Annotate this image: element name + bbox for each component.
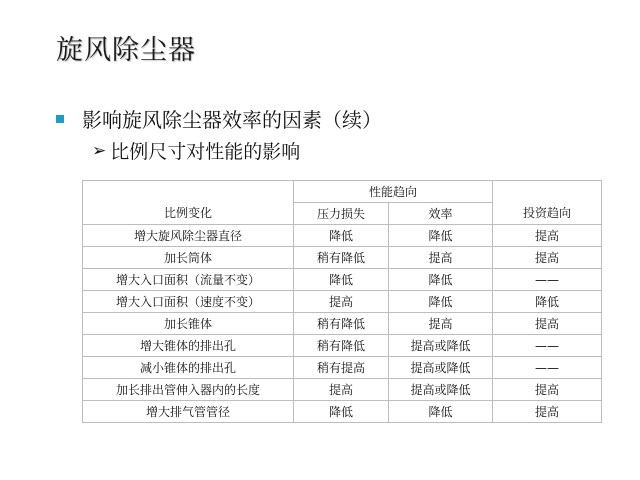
square-bullet-icon <box>56 115 64 123</box>
cell-pressure-loss: 降低 <box>294 225 389 247</box>
table-header <box>83 181 602 225</box>
table-row <box>83 247 602 269</box>
header-investment-trend: 投资趋向 <box>493 181 602 225</box>
cell-pressure-loss: 降低 <box>294 401 389 423</box>
table-row <box>83 291 602 313</box>
cell-investment-trend: —— <box>493 269 602 291</box>
cell-pressure-loss: 提高 <box>294 291 389 313</box>
cell-ratio-change: 增大排气管管径 <box>83 401 294 423</box>
table-row <box>83 379 602 401</box>
table-row <box>83 335 602 357</box>
table-row <box>83 225 602 247</box>
cell-ratio-change: 增大入口面积（速度不变） <box>83 291 294 313</box>
cell-pressure-loss: 稍有降低 <box>294 335 389 357</box>
cell-ratio-change: 增大入口面积（流量不变） <box>83 269 294 291</box>
cell-investment-trend: 提高 <box>493 225 602 247</box>
sub-bullet-item <box>92 137 300 164</box>
cell-ratio-change: 加长筒体 <box>83 247 294 269</box>
sub-bullet-text: 比例尺寸对性能的影响 <box>110 141 301 163</box>
cell-efficiency: 降低 <box>389 225 493 247</box>
cell-investment-trend: 提高 <box>493 313 602 335</box>
cell-investment-trend: 提高 <box>493 401 602 423</box>
cell-investment-trend: 提高 <box>493 379 602 401</box>
table-body <box>83 225 602 423</box>
ratio-performance-table <box>82 180 602 423</box>
table-row <box>83 313 602 335</box>
cell-pressure-loss: 降低 <box>294 269 389 291</box>
bullet-item <box>56 104 382 133</box>
cell-pressure-loss: 稍有降低 <box>294 313 389 335</box>
cell-efficiency: 降低 <box>389 401 493 423</box>
cell-ratio-change: 减小锥体的排出孔 <box>83 357 294 379</box>
table-row <box>83 269 602 291</box>
cell-investment-trend: 提高 <box>493 247 602 269</box>
cell-ratio-change: 加长排出管伸入器内的长度 <box>83 379 294 401</box>
arrow-bullet-icon: ➢ <box>92 140 107 161</box>
cell-efficiency: 降低 <box>389 291 493 313</box>
cell-efficiency: 提高或降低 <box>389 357 493 379</box>
table-row <box>83 401 602 423</box>
cell-investment-trend: 降低 <box>493 291 602 313</box>
cell-investment-trend: —— <box>493 357 602 379</box>
cell-ratio-change: 增大锥体的排出孔 <box>83 335 294 357</box>
cell-pressure-loss: 稍有提高 <box>294 357 389 379</box>
header-efficiency: 效率 <box>389 203 493 225</box>
cell-efficiency: 提高或降低 <box>389 379 493 401</box>
cell-ratio-change: 加长锥体 <box>83 313 294 335</box>
header-ratio-change: 比例变化 <box>83 181 294 225</box>
header-pressure-loss: 压力损失 <box>294 203 389 225</box>
cell-efficiency: 提高 <box>389 247 493 269</box>
cell-ratio-change: 增大旋风除尘器直径 <box>83 225 294 247</box>
cell-pressure-loss: 提高 <box>294 379 389 401</box>
cell-investment-trend: —— <box>493 335 602 357</box>
slide-title: 旋风除尘器 <box>56 35 196 66</box>
header-performance-trend: 性能趋向 <box>294 181 493 203</box>
cell-pressure-loss: 稍有降低 <box>294 247 389 269</box>
cell-efficiency: 提高或降低 <box>389 335 493 357</box>
bullet-text: 影响旋风除尘器效率的因素（续） <box>82 108 382 132</box>
cell-efficiency: 降低 <box>389 269 493 291</box>
cell-efficiency: 提高 <box>389 313 493 335</box>
table-row <box>83 357 602 379</box>
